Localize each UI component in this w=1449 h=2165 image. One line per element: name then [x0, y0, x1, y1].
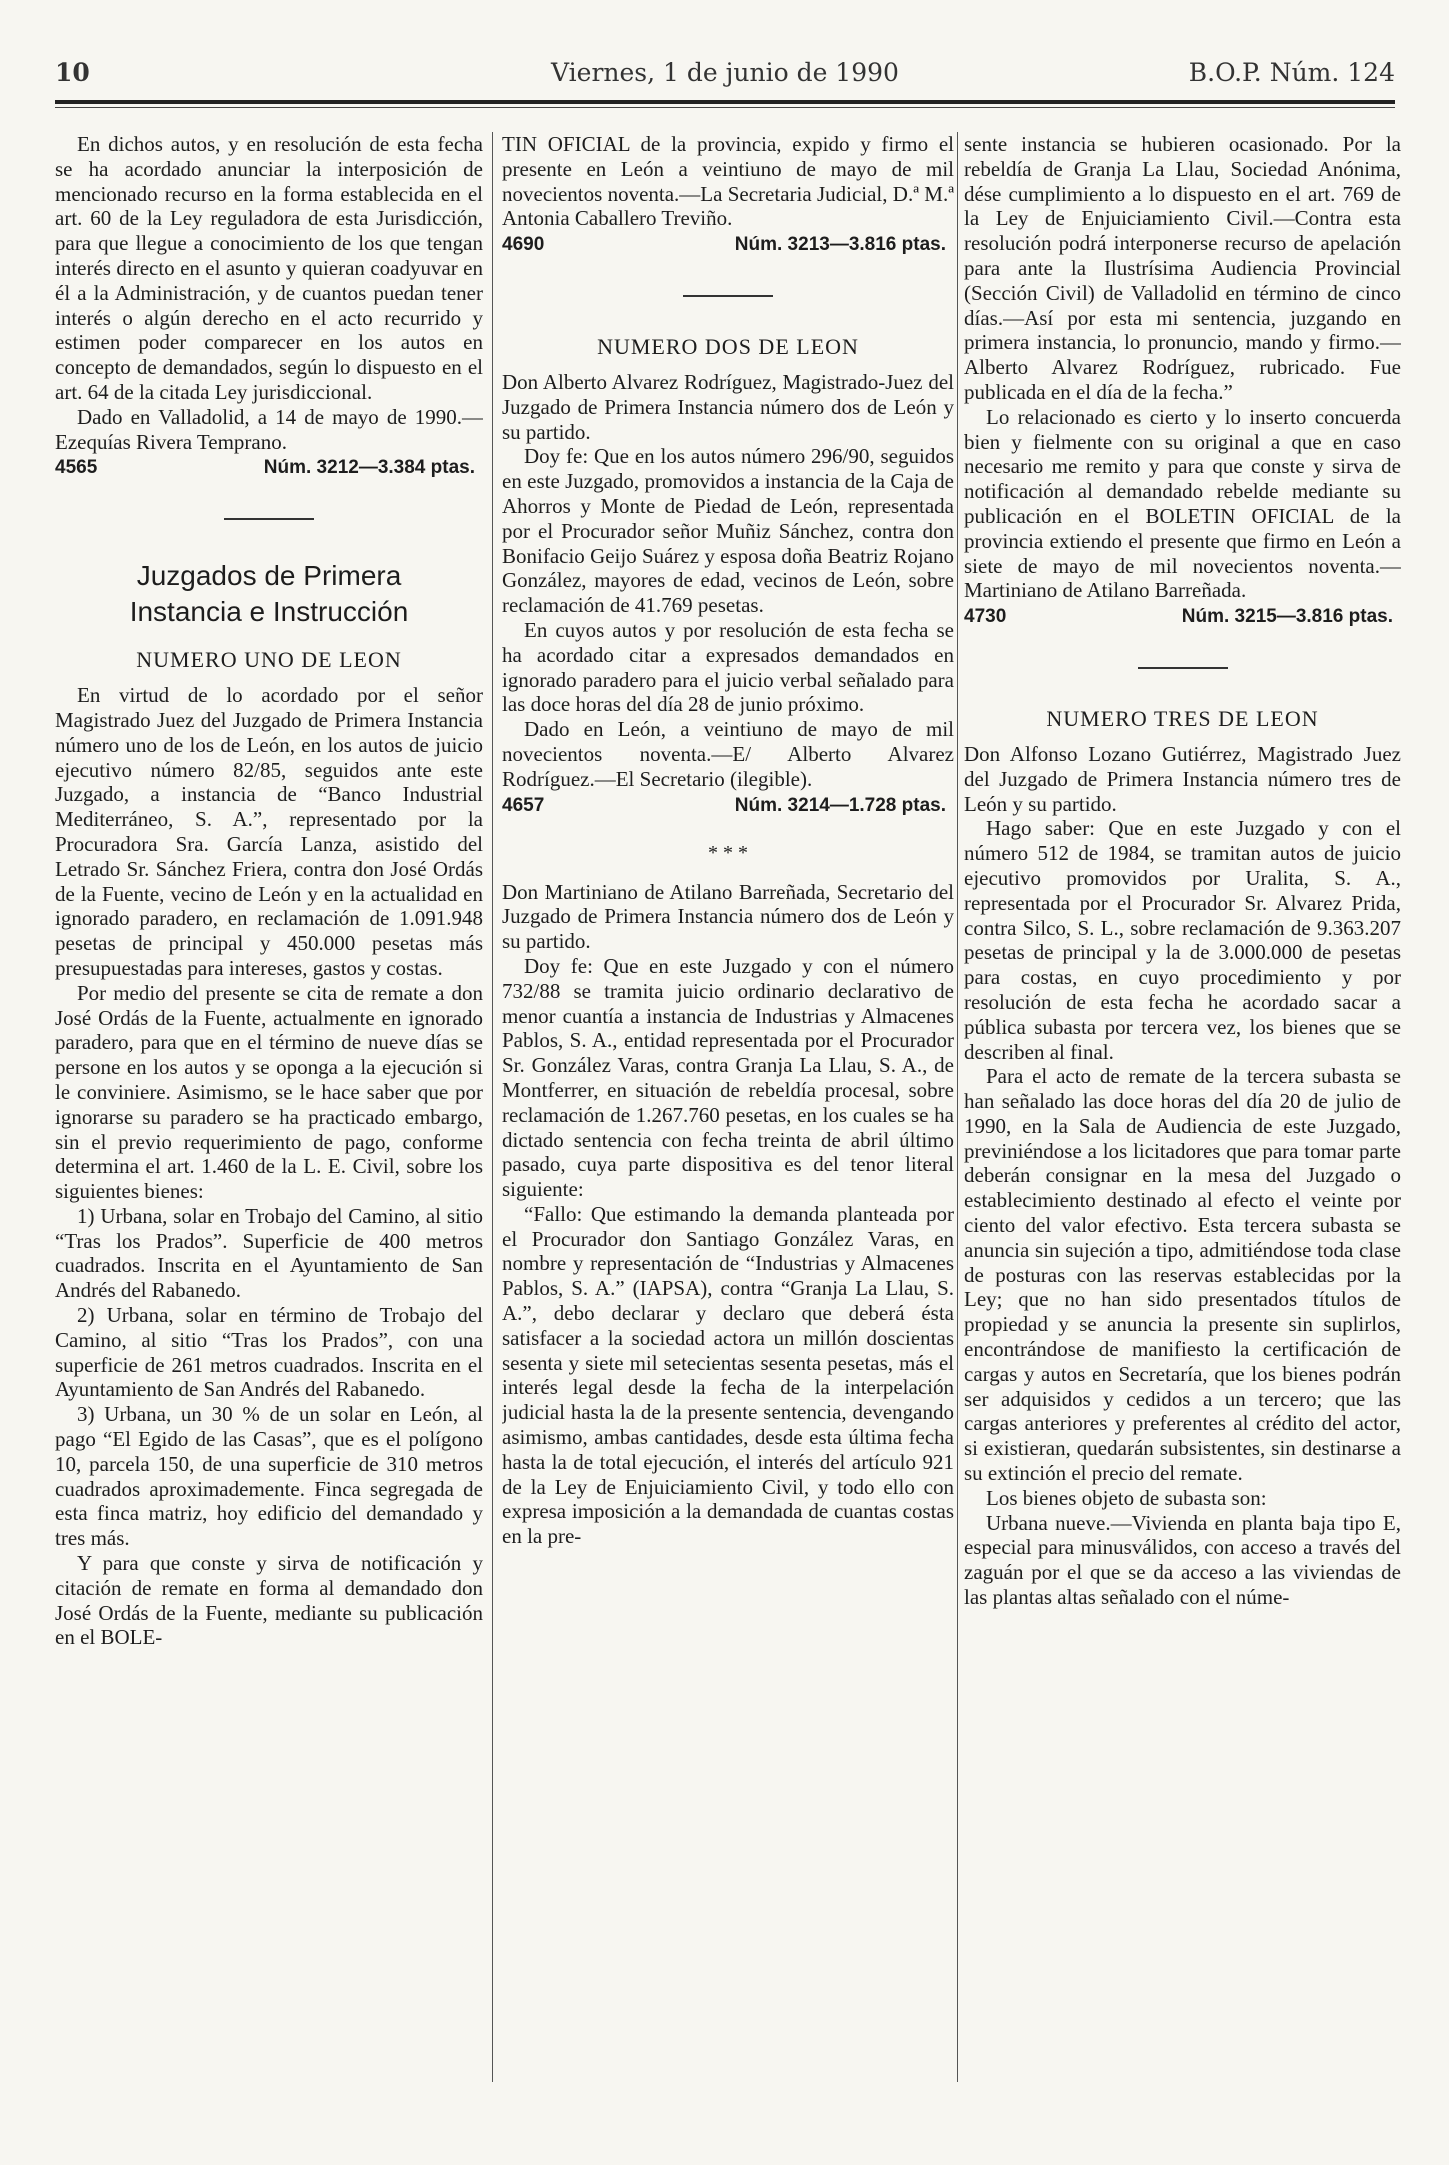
paragraph: Para el acto de remate de la tercera subasta se han señalado las doce horas del día 20 de julio de 1990, en la Sala de Audiencia de este Juzgado, previniéndose a los licitadores que para tomar parte deberán consignar en la mesa del Juzgado o establecimiento destinado al efecto el veinte por ciento del valor efectivo. Esta tercera subasta se anuncia sin sujeción a tipo, admitiéndose toda clase de posturas con las reservas establecidas por la Ley; que no han sido presentados títulos de propiedad y se anuncia la presente sin suplirlos, encontrándose de manifiesto la certificación de cargas y autos en Secretaría, que los bienes podrán ser adquisidos y cedidos a un tercero; que las cargas anteriores y preferentes al crédito del actor, si existieran, quedarán subsistentes, sin destinarse a su extinción el precio del remate. — [964, 1064, 1401, 1486]
paragraph: sente instancia se hubieren ocasionado. Por la rebeldía de Granja La Llau, Sociedad Anónima, dése cumplimiento a lo dispuesto en el art. 769 de la Ley de Enjuiciamiento Civil.—Contra esta resolución podrá interponerse recurso de apelación para ante la Ilustrísima Audiencia Provincial (Sección Civil) de Valladolid en término de cinco días.—Así por esta mi sentencia, juzgando en primera instancia, lo pronuncio, mando y firmo.—Alberto Alvarez Rodríguez, rubricado. Fue publicada en el día de la fecha.” — [964, 132, 1401, 404]
section-title — [55, 558, 483, 630]
reference-code: 4657 — [502, 794, 545, 816]
header-rule-thick — [55, 100, 1395, 104]
issue-date: Viernes, 1 de junio de 1990 — [551, 58, 899, 87]
column-1 — [55, 132, 483, 2142]
page-number: 10 — [55, 58, 90, 87]
paragraph: Urbana nueve.—Vivienda en planta baja tipo E, especial para minusválidos, con acceso a través del zaguán por el que se da acceso a las viviendas de las plantas altas señalado con el núme- — [964, 1510, 1401, 1610]
heading-paragraph: Don Alberto Alvarez Rodríguez, Magistrado-Juez del Juzgado de Primera Instancia número dos de León y su partido. — [502, 369, 954, 444]
reference-line — [964, 605, 1401, 631]
paragraph: Los bienes objeto de subasta son: — [986, 1485, 1267, 1510]
paragraph: Lo relacionado es cierto y lo inserto concuerda bien y fielmente con su original a que en caso necesario me remito y para que conste y sirva de notificación al demandado rebelde mediante su publicación en el BOLETIN OFICIAL de la provincia extiendo el presente que firmo en León a siete de mayo de mil novecientos noventa.—Martiniano de Atilano Barreñada. — [964, 404, 1401, 603]
paragraph: Hago saber: Que en este Juzgado y con el número 512 de 1984, se tramitan autos de juicio ejecutivo promovidos por Uralita, S. A., representada por el Procurador Sr. Alvarez Prida, contra Silco, S. L., sobre reclamación de 9.363.207 pesetas de principal y la de 3.000.000 de pesetas para costas, en cuyo procedimiento y por resolución de esta fecha he acordado sacar a pública subasta por tercera vez, los bienes que se describen al final. — [964, 816, 1401, 1064]
separator — [683, 295, 773, 297]
page-header — [55, 58, 1395, 98]
reference-code: 4730 — [964, 606, 1007, 628]
reference-amount: Núm. 3214—1.728 ptas. — [734, 794, 946, 816]
bulletin-number: B.O.P. Núm. 124 — [1188, 58, 1395, 87]
paragraph: Y para que conste y sirva de notificación y citación de remate en forma al demandado don José Ordás de la Fuente, mediante su publicación en el BOLE- — [55, 1551, 483, 1650]
heading-paragraph: Don Martiniano de Atilano Barreñada, Secretario del Juzgado de Primera Instancia número dos de León y su partido. — [502, 879, 954, 954]
column-2 — [502, 132, 954, 2142]
section-title-line: Instancia e Instrucción — [129, 596, 409, 628]
reference-amount: Núm. 3213—3.816 ptas. — [734, 234, 946, 256]
reference-amount: Núm. 3212—3.384 ptas. — [263, 457, 475, 479]
paragraph: Dado en León, a veintiuno de mayo de mil novecientos noventa.—E/ Alberto Alvarez Rodríguez.—El Secretario (ilegible). — [502, 717, 954, 791]
paragraph: Doy fe: Que en los autos número 296/90, seguidos en este Juzgado, promovidos a instancia de la Caja de Ahorros y Monte de Piedad de León, representada por el Procurador señor Muñiz Sánchez, contra don Bonifacio Geijo Suárez y esposa doña Beatriz Rojano González, mayores de edad, vecinos de León, sobre reclamación de 41.769 pesetas. — [502, 444, 954, 618]
reference-line — [502, 794, 954, 820]
list-item: 2) Urbana, solar en término de Trobajo del Camino, al sitio “Tras los Prados”, con una superficie de 261 metros cuadrados. Inscrita en el Ayuntamiento de San Andrés del Rabanedo. — [55, 1303, 483, 1402]
column-divider — [492, 132, 493, 2082]
separator — [1138, 667, 1228, 669]
reference-amount: Núm. 3215—3.816 ptas. — [1181, 606, 1393, 628]
reference-line — [55, 456, 483, 482]
column-3 — [964, 132, 1401, 2142]
reference-line — [502, 233, 954, 259]
paragraph: Dado en Valladolid, a 14 de mayo de 1990.—Ezequías Rivera Temprano. — [55, 404, 483, 454]
paragraph: Por medio del presente se cita de remate a don José Ordás de la Fuente, actualmente en ignorado paradero, para que en el término de nueve días se persone en los autos y se oponga a la ejecución si le conviniere. Asimismo, se le hace saber que por ignorarse su paradero se ha practicado embargo, sin el previo requerimiento de pago, conforme determina el art. 1.460 de la L. E. Civil, sobre los siguientes bienes: — [55, 980, 483, 1204]
reference-code: 4690 — [502, 234, 545, 256]
column-divider — [957, 132, 958, 2082]
header-rule-thin — [55, 107, 1395, 108]
subsection-title: NUMERO UNO DE LEON — [136, 647, 402, 673]
paragraph: En dichos autos, y en resolución de esta fecha se ha acordado anunciar la interposición de mencionado recurso en la forma establecida en el art. 60 de la Ley reguladora de esta Jurisdicción, para que llegue a conocimiento de los que tengan interés directo en el asunto y quieran coadyuvar en él a la Administración, y de cuantos puedan tener interés o algún derecho en el acto recurrido y estimen poder comparecer en los autos en concepto de demandados, según lo dispuesto en el art. 64 de la citada Ley jurisdiccional. — [55, 132, 483, 404]
asterism: * * * — [708, 841, 748, 864]
section-title-line: Juzgados de Primera — [136, 560, 402, 592]
paragraph: TIN OFICIAL de la provincia, expido y firmo el presente en León a veintiuno de mayo de mil novecientos noventa.—La Secretaria Judicial, D.ª M.ª Antonia Caballero Treviño. — [502, 132, 954, 231]
heading-paragraph: Don Alfonso Lozano Gutiérrez, Magistrado Juez del Juzgado de Primera Instancia número tres de León y su partido. — [964, 741, 1401, 816]
subsection-title: NUMERO TRES DE LEON — [1046, 706, 1319, 732]
paragraph: “Fallo: Que estimando la demanda planteada por el Procurador don Santiago González Varas, en nombre y representación de “Industrias y Almacenes Pablos, S. A.” (IAPSA), contra “Granja La Llau, S. A.”, debo declarar y declaro que deberá ésta satisfacer a la sociedad actora un millón doscientas sesenta y siete mil setecientas sesenta pesetas, más el interés legal desde la fecha de la interpelación judicial hasta la de la presente sentencia, devengando asimismo, ambas cantidades, desde esta última fecha hasta la de total ejecución, el interés del artículo 921 de la Ley de Enjuiciamiento Civil, y todo ello con expresa imposición a la demandada de cuantas costas en la pre- — [502, 1201, 954, 1549]
paragraph: En cuyos autos y por resolución de esta fecha se ha acordado citar a expresados demandados en ignorado paradero para el juicio verbal señalado para las doce horas del día 28 de junio próximo. — [502, 617, 954, 717]
subsection-title: NUMERO DOS DE LEON — [597, 334, 859, 360]
paragraph: Doy fe: Que en este Juzgado y con el número 732/88 se tramita juicio ordinario declarativo de menor cuantía a instancia de Industrias y Almacenes Pablos, S. A., entidad representada por el Procurador Sr. González Varas, contra Granja La Llau, S. A., de Montferrer, en situación de rebeldía procesal, sobre reclamación de 1.267.760 pesetas, en los cuales se ha dictado sentencia con fecha treinta de abril último pasado, cuya parte dispositiva es del tenor literal siguiente: — [502, 953, 954, 1202]
separator — [224, 518, 314, 520]
list-item: 3) Urbana, un 30 % de un solar en León, al pago “El Egido de las Casas”, que es el polígono 10, parcela 150, de una superficie de 310 metros cuadrados aproximademente. Finca segregada de esta finca matriz, hoy edificio del demandado y tres más. — [55, 1402, 483, 1551]
list-item: 1) Urbana, solar en Trobajo del Camino, al sitio “Tras los Prados”. Superficie de 400 metros cuadrados. Inscrita en el Ayuntamiento de San Andrés del Rabanedo. — [55, 1203, 483, 1303]
reference-code: 4565 — [55, 457, 98, 479]
paragraph: En virtud de lo acordado por el señor Magistrado Juez del Juzgado de Primera Instancia número uno de los de León, en los autos de juicio ejecutivo número 82/85, seguidos ante este Juzgado, a instancia de “Banco Industrial Mediterráneo, S. A.”, representado por la Procuradora Sra. García Lanza, asistido del Letrado Sr. Sánchez Friera, contra don José Ordás de la Fuente, vecino de León y en la actualidad en ignorado paradero, en reclamación de 1.091.948 pesetas de principal y 450.000 pesetas más presupuestadas para intereses, gastos y costas. — [55, 683, 483, 980]
